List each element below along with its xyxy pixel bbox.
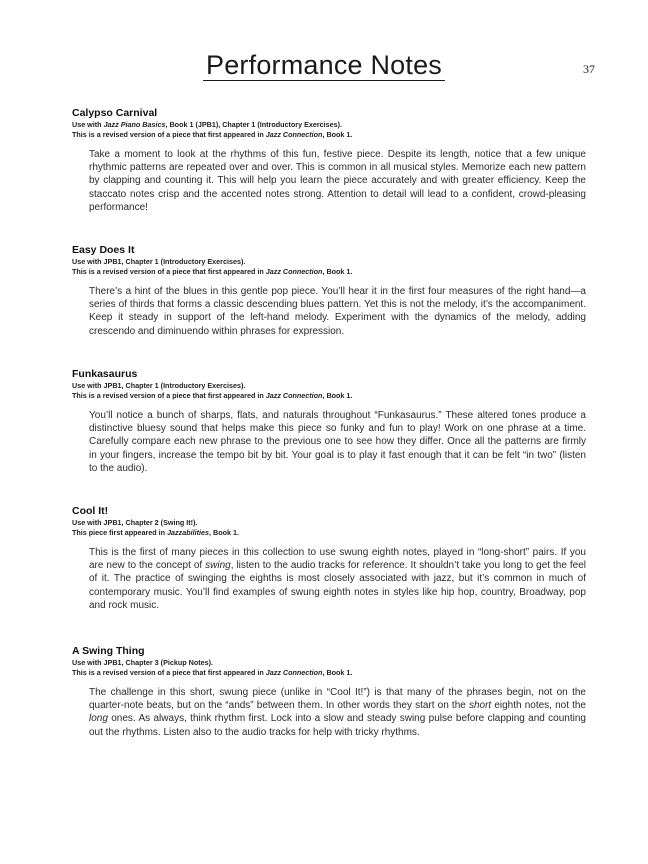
section-origin-note: This is a revised version of a piece that first appeared in Jazz Connection, Book 1. (72, 390, 353, 400)
section-usage-note: Use with JPB1, Chapter 3 (Pickup Notes). (72, 658, 213, 667)
section-easy-does-it (72, 244, 587, 338)
section-usage-note: Use with JPB1, Chapter 1 (Introductory Exercises). (72, 381, 246, 390)
section-cool-it (72, 505, 587, 612)
section-usage-note: Use with Jazz Piano Basics, Book 1 (JPB1), Chapter 1 (Introductory Exercises). (72, 120, 343, 129)
section-title: Calypso Carnival (72, 107, 158, 119)
section-usage-note: Use with JPB1, Chapter 1 (Introductory Exercises). (72, 257, 246, 266)
section-title: Easy Does It (72, 244, 135, 256)
section-funkasaurus (72, 368, 587, 475)
section-origin-note: This is a revised version of a piece that first appeared in Jazz Connection, Book 1. (72, 266, 353, 276)
page-title-text: Performance Notes (203, 50, 445, 81)
section-origin-note: This piece first appeared in Jazzabilities, Book 1. (72, 527, 239, 537)
section-body: The challenge in this short, swung piece (unlike in “Cool It!”) is that many of the phrases begin, not on the quarter-note beats, but on the “ands” between them. In other words they start on the short eighth notes, not the long ones. As always, think rhythm first. Lock into a slow and steady swing pulse before clapping and counting out the rhythms. Listen also to the audio tracks for help with tricky rhythms. (89, 687, 586, 738)
section-body: You’ll notice a bunch of sharps, flats, and naturals throughout “Funkasaurus.” These altered tones produce a distinctive bluesy sound that helps make this piece so funky and fun to play! Work on one phrase at a time. Carefully compare each new phrase to the previous one to see how they differ. Once all the patterns are firmly in your fingers, increase the tempo bit by bit. Your goal is to play it fast enough that it can be felt “in two” (listen to the audio). (89, 410, 586, 474)
section-body: There’s a hint of the blues in this gentle pop piece. You’ll hear it in the first four measures of the right hand—a series of thirds that forms a classic descending blues pattern. Yet this is not the melody, it’s the accompaniment. Keep it steady in support of the left-hand melody. Experiment with the dynamics of the melody, adding crescendo and diminuendo within phrases for expression. (89, 286, 586, 337)
section-calypso-carnival (72, 107, 587, 214)
section-title: A Swing Thing (72, 645, 145, 657)
section-title: Funkasaurus (72, 368, 138, 380)
section-origin-note: This is a revised version of a piece that first appeared in Jazz Connection, Book 1. (72, 667, 353, 677)
section-title: Cool It! (72, 505, 109, 517)
section-body: Take a moment to look at the rhythms of this fun, festive piece. Despite its length, notice that a few unique rhythmic patterns are repeated over and over. This is common in all musical styles. Memorize each new pattern by clapping and counting it. This will help you learn the piece accurately and with greater efficiency. Keep the staccato notes crisp and the accented notes strong. Attention to detail will lead to a confident, crowd-pleasing performance! (89, 149, 586, 213)
section-usage-note: Use with JPB1, Chapter 2 (Swing It!). (72, 518, 198, 527)
page-number: 37 (583, 62, 595, 76)
section-a-swing-thing (72, 645, 587, 739)
section-origin-note: This is a revised version of a piece that first appeared in Jazz Connection, Book 1. (72, 129, 353, 139)
page-title (0, 50, 648, 81)
section-body: This is the first of many pieces in this collection to use swung eighth notes, played in “long-short” pairs. If you are new to the concept of swing, listen to the audio tracks for reference. It shouldn’t take you long to get the feel of it. The practice of swinging the eighths is most closely associated with jazz, but it’s common in much of contemporary music. You’ll find examples of swung eighth notes in styles like hip hop, country, Broadway, pop and rock music. (89, 547, 586, 611)
